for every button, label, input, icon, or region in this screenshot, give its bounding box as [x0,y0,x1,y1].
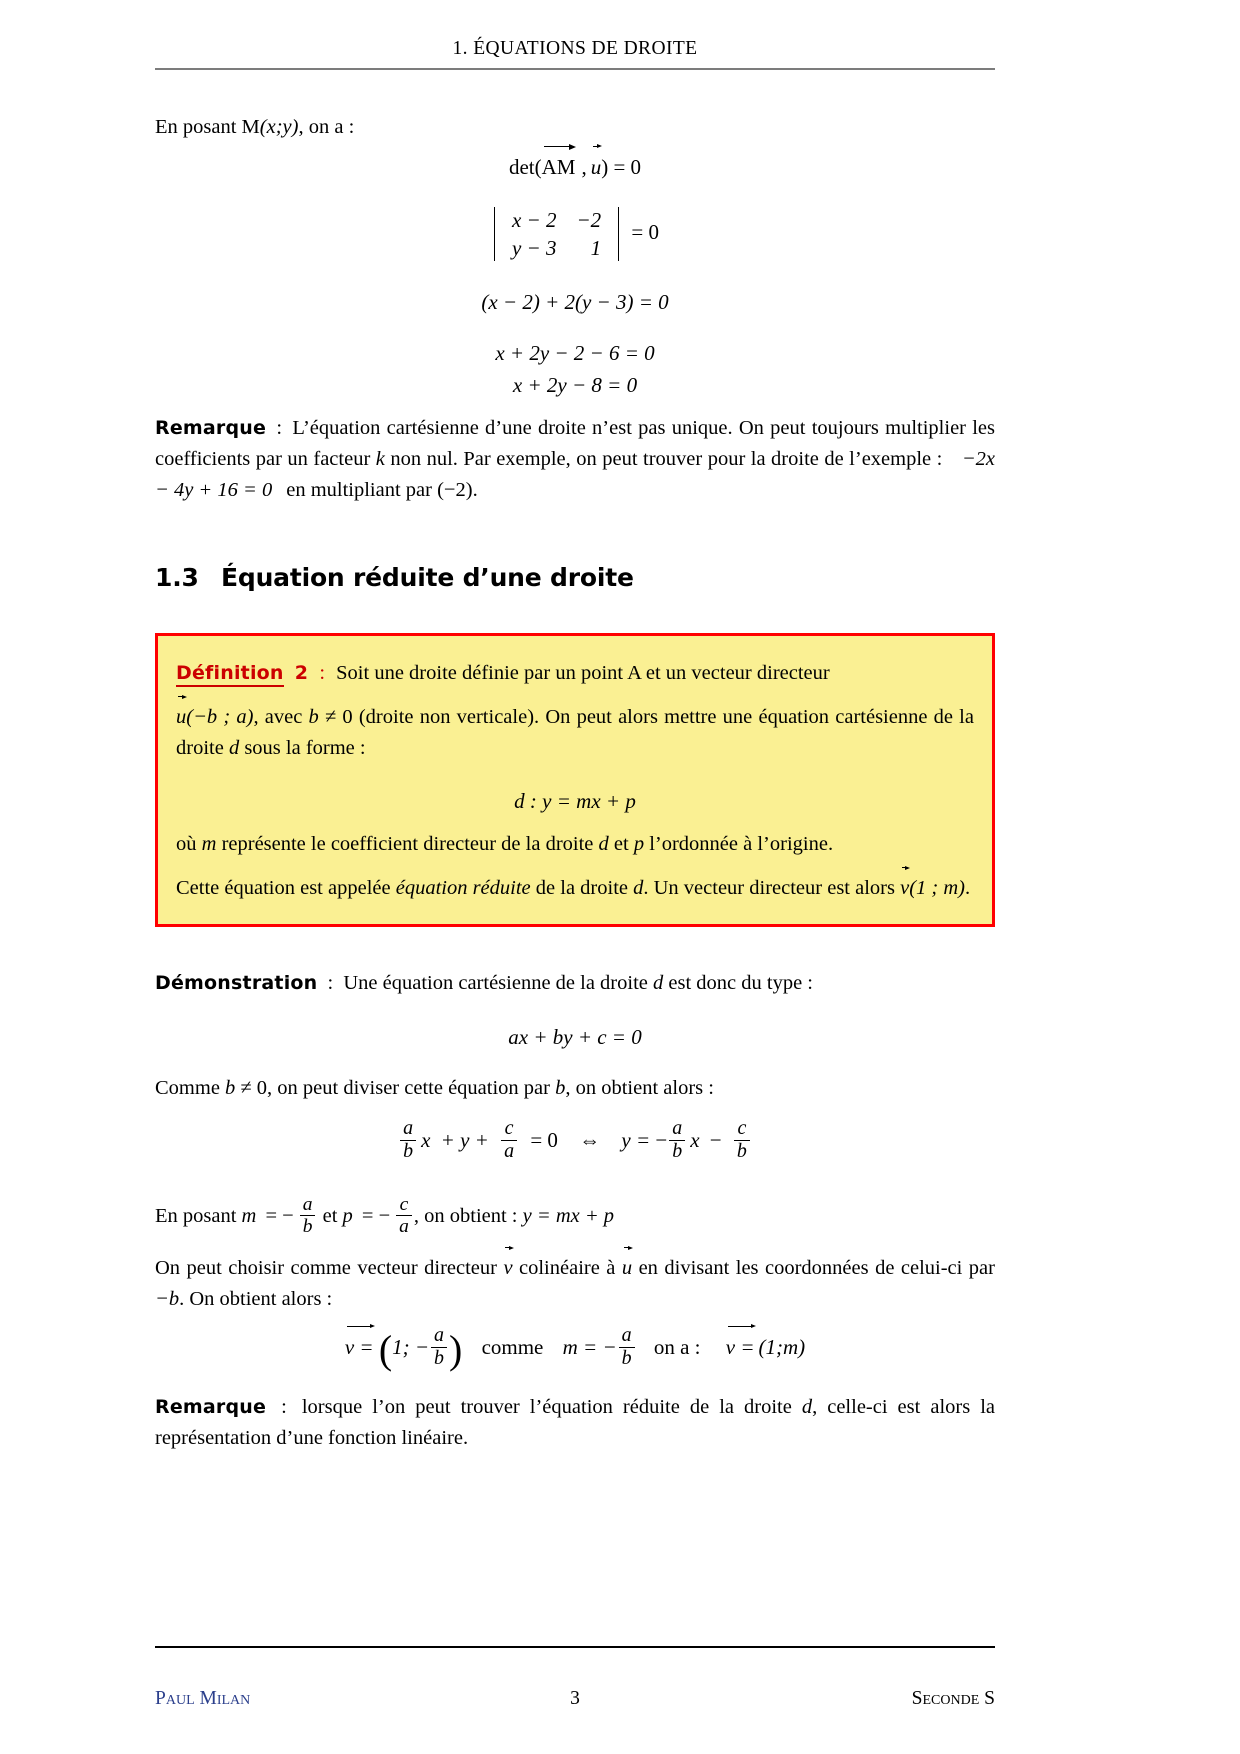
matrix-row [502,206,611,234]
remark-text-1: L’équation cartésienne d’une droite n’est pas unique. On peut toujours multiplier les coefficients par un facteur [155,417,996,470]
fraction-c-over-a: $\frac{c}{a}$ [501,1118,517,1162]
proof-final-line: v = (1; − $\frac{a}{b}$ ) comme m = − $\frac{a}{b}$ on a : v = (1;m) [344,1324,806,1373]
definition-line-3a: où [176,833,202,855]
proof-intro-text-1: Une équation cartésienne de la droite [343,972,654,994]
fraction-a-over-b: $\frac{a}{b}$ [400,1118,416,1162]
frac-rhs-y: y = [621,1127,651,1152]
vector-u-proof: u [622,1253,632,1284]
proof-colon: : [327,972,334,994]
vector-u: u [591,152,602,182]
section-title: Équation réduite d’une droite [221,563,634,592]
definition-line-2a: , avec [253,706,309,728]
definition-label: Définition [176,662,284,687]
proof-intro-text-2: est donc du type : [663,972,814,994]
det-close: ) = 0 [601,155,642,179]
definition-var-m: m [201,833,217,855]
remark2-colon: : [281,1396,287,1418]
definition-var-p: p [633,833,645,855]
posant-et: et [322,1205,343,1228]
definition-italic-term: équation réduite [395,877,531,899]
frac-equals-zero: = 0 [530,1127,558,1152]
posant-text-1: En posant [155,1205,242,1228]
vector-v-final: v = [345,1332,374,1362]
equation-matrix [155,206,995,262]
proof-var-b: b [225,1077,236,1099]
frac-rhs-minus: − [655,1127,668,1152]
matrix-cell: 1 [590,236,602,260]
remark2-label: Remarque [155,1396,267,1418]
proof-divide-text-1: Comme [155,1077,226,1099]
remark2-text-1: lorsque l’on peut trouver l’équation réduite de la droite [301,1396,802,1418]
definition-var-b: b [308,706,319,728]
choisir-text-3: en divisant les coordonnées de celui-ci par [632,1257,995,1279]
posant-equals-2: = − [361,1205,391,1228]
vector-AM: AM [542,152,576,182]
equation-determinant [155,152,995,182]
intro-paragraph [155,112,995,143]
definition-line-3c: et [608,833,634,855]
proof-choisir-paragraph [155,1253,995,1315]
vector-v-def: v [900,873,909,904]
posant-text-2: , on obtient : [413,1205,523,1228]
remark2-text-2: , celle-ci est alors la représentation d’une fonction linéaire. [155,1396,995,1449]
section-number: 1.3 [155,563,199,592]
vector-v-result: v = [726,1332,755,1362]
footer-author: Paul Milan [155,1688,251,1709]
definition-var-d: d [228,737,240,759]
definition-colon: : [319,662,326,684]
remark2-var-d: d [801,1396,813,1418]
remark-paragraph-1 [155,413,995,506]
proof-general-equation: ax + by + c = 0 [508,1025,642,1049]
definition-line-1: Soit une droite définie par un point A et un vecteur directeur [336,662,830,684]
definition-second-line [176,702,974,764]
final-on-a: on a : [653,1334,701,1359]
remark-equation: −2x − 4y + 16 = 0 [155,448,995,501]
remark-text-3: en multipliant par (−2). [286,479,478,501]
definition-var-d2: d [598,833,609,855]
definition-line-3b: représente le coefficient directeur de la droite [216,833,599,855]
remark-text-2: non nul. Par exemple, on peut trouver pour la droite de l’exemple : [384,448,943,470]
footer-level: Seconde S [911,1688,995,1709]
definition-number: 2 [294,662,309,684]
definition-line-4a: Cette équation est appelée [176,877,396,899]
frac-iff-symbol: ⇔ [579,1127,601,1152]
fraction-final-a-b-2: $\frac{a}{b}$ [619,1325,635,1369]
footer-page-number: 3 [570,1688,580,1709]
remark-var-k: k [375,448,385,470]
definition-line-4c: . Un vecteur directeur est alors [643,877,901,899]
definition-third-line [176,829,974,860]
definition-line-4-end: . [965,877,971,899]
proof-divide-text-2: ≠ 0, on peut diviser cette équation par [235,1077,556,1099]
choisir-text-4: . On obtient alors : [179,1288,333,1310]
frac-var-x2: x [690,1127,700,1152]
choisir-text-1: On peut choisir comme vecteur directeur [155,1257,504,1279]
definition-vector-v-coords: (1 ; m) [909,877,965,899]
proof-var-b2: b [555,1077,566,1099]
definition-vector-coords: (−b ; a) [186,706,254,728]
matrix-cell: x − 2 [511,208,557,232]
remark-paragraph-2 [155,1392,995,1454]
proof-divide-text-3: , on obtient alors : [565,1077,714,1099]
vector-u-def: u [176,702,186,733]
frac-var-x: x [421,1127,431,1152]
posant-var-p: p [342,1205,353,1228]
definition-fourth-line [176,873,974,904]
proof-fraction-equation [155,1117,995,1164]
section-heading [155,563,995,592]
matrix-equals: = 0 [631,219,659,244]
proof-label: Démonstration [155,972,318,994]
definition-box [155,633,995,927]
matrix-row [502,234,611,262]
definition-line-2b: ≠ 0 (droite non verticale). On peut alors mettre une équation cartésienne de la droite [176,706,974,759]
fraction-posant-c-a: $\frac{c}{a}$ [396,1194,412,1237]
definition-first-line [176,658,974,689]
intro-text-after: , on a : [298,116,355,138]
fraction-posant-a-b: $\frac{a}{b}$ [300,1194,316,1237]
intro-text-before: En posant M [155,116,260,138]
posant-var-m: m [241,1205,257,1228]
definition-line-2c: sous la forme : [239,737,366,759]
definition-line-3d: l’ordonnée à l’origine. [644,833,834,855]
definition-formula: d : y = mx + p [514,789,636,813]
fraction-final-a-b: $\frac{a}{b}$ [431,1325,447,1369]
determinant-matrix [493,206,620,262]
frac-minus-2: − [709,1127,722,1152]
definition-var-d3: d [633,877,644,899]
final-one: 1; − [392,1334,430,1359]
header-rule [155,68,995,70]
equation-step-1: (x − 2) + 2(y − 3) = 0 [481,290,669,314]
posant-result: y = mx + p [522,1205,615,1228]
matrix-cell: y − 3 [511,236,557,260]
choisir-minus-b: −b [155,1288,180,1310]
final-comme: comme [481,1334,544,1359]
proof-divide-line [155,1073,995,1104]
proof-posant-line [155,1196,995,1239]
posant-equals-1: = − [265,1205,294,1228]
det-separator: , [581,155,587,179]
proof-intro [155,968,995,999]
choisir-text-2: colinéaire à [512,1257,622,1279]
running-header: 1. ÉQUATIONS DE DROITE [452,38,698,59]
remark-label: Remarque [155,417,267,439]
frac-plus-y: + y + [440,1127,489,1152]
footer-rule [155,1646,995,1648]
vector-v-proof: v [503,1253,512,1284]
fraction-c-over-b: $\frac{c}{b}$ [734,1118,750,1162]
fraction-a-over-b-2: $\frac{a}{b}$ [669,1118,685,1162]
equation-step-2: x + 2y − 2 − 6 = 0 [495,341,655,365]
page-content [155,0,995,1754]
definition-line-4b: de la droite [530,877,634,899]
matrix-cell: −2 [576,208,602,232]
equation-step-3: x + 2y − 8 = 0 [512,373,638,397]
final-result-coords: (1;m) [758,1334,806,1359]
final-m-equals: m = − [562,1334,617,1359]
proof-var-d: d [653,972,664,994]
intro-point-coords: (x;y) [259,116,299,138]
remark-colon: : [276,417,283,439]
det-function-name: det( [508,155,542,179]
